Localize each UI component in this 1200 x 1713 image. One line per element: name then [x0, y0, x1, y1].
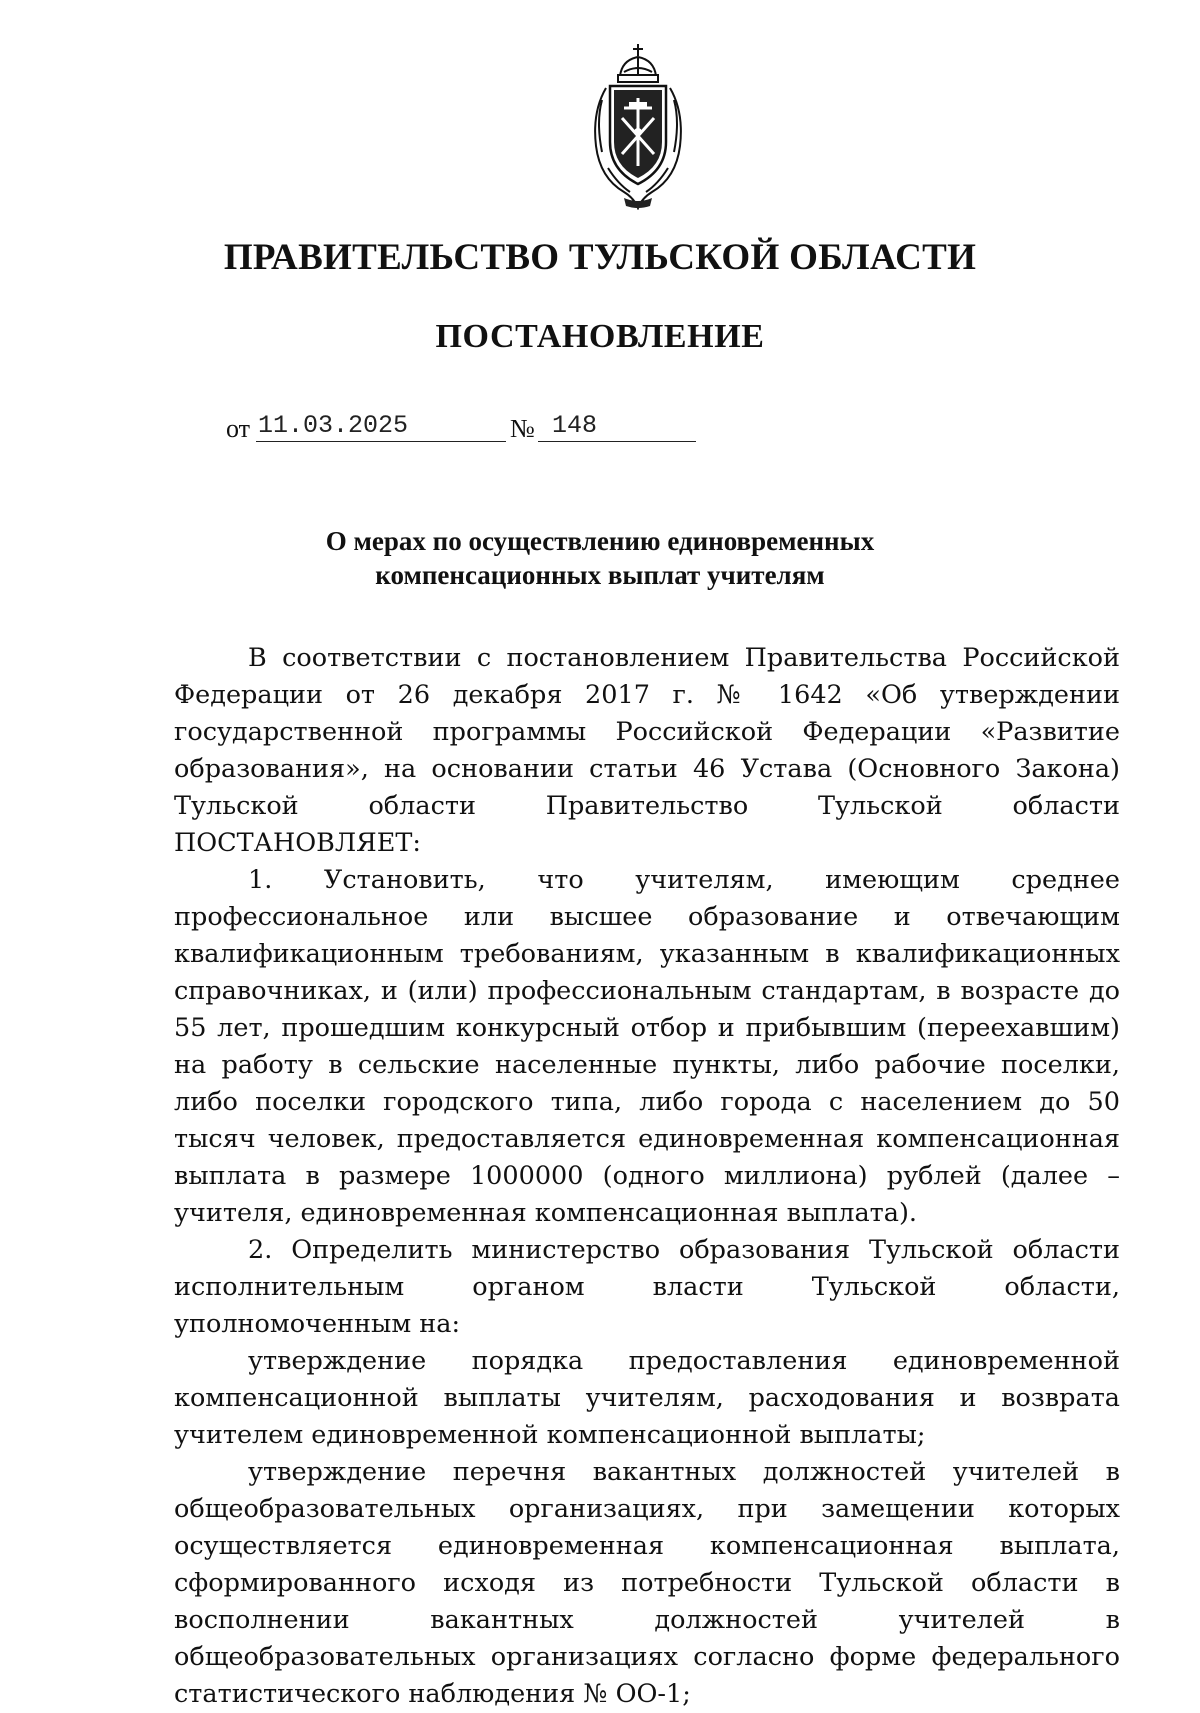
preamble-paragraph: В соответствии с постановлением Правительства Российской Федерации от 26 декабря 2017 г. № 1642 «Об утверждении государственной программы Российской Федерации «Развитие образования», на основании статьи 46 Устава (Основного Закона) Тульской области Правительство Тульской области ПОСТАНОВЛЯЕТ:: [174, 643, 1120, 858]
item-2-paragraph: 2. Определить министерство образования Тульской области исполнительным органом власти Тульской области, уполномоченным на:: [174, 1235, 1120, 1339]
subject-line-2: компенсационных выплат учителям: [375, 560, 825, 590]
document-number: 148: [552, 411, 598, 440]
document-body: [174, 640, 1120, 1713]
document-type: ПОСТАНОВЛЕНИЕ: [435, 318, 765, 355]
item-2a-paragraph: утверждение порядка предоставления единовременной компенсационной выплаты учителям, расходования и возврата учителем единовременной компенсационной выплаты;: [174, 1346, 1120, 1450]
subject-line-1: О мерах по осуществлению единовременных: [325, 526, 875, 556]
item-1-paragraph: 1. Установить, что учителям, имеющим среднее профессиональное или высшее образование и отвечающим квалификационным требованиям, указанным в квалификационных справочниках, и (или) профессиональным стандартам, в возрасте до 55 лет, прошедшим конкурсный отбор и прибывшим (переехавшим) на работу в сельские населенные пункты, либо рабочие поселки, либо поселки городского типа, либо города с населением до 50 тысяч человек, предоставляется единовременная компенсационная выплата в размере 1000000 (одного миллиона) рублей (далее – учителя, единовременная компенсационная выплата).: [174, 865, 1120, 1228]
organization-title: ПРАВИТЕЛЬСТВО ТУЛЬСКОЙ ОБЛАСТИ: [223, 237, 977, 278]
item-2b-paragraph: утверждение перечня вакантных должностей учителей в общеобразовательных организациях, при замещении которых осуществляется единовременная компенсационная выплата, сформированного исходя из потребности Тульской области в восполнении вакантных должностей учителей в общеобразовательных организациях согласно форме федерального статистического наблюдения № ОО-1;: [174, 1457, 1120, 1709]
date-prefix: от: [226, 414, 251, 443]
tula-coat-of-arms-icon: [584, 42, 692, 210]
document-subject: [0, 524, 1200, 592]
registration-line: [226, 410, 726, 446]
number-prefix: №: [510, 414, 535, 443]
document-date: 11.03.2025: [258, 411, 409, 440]
